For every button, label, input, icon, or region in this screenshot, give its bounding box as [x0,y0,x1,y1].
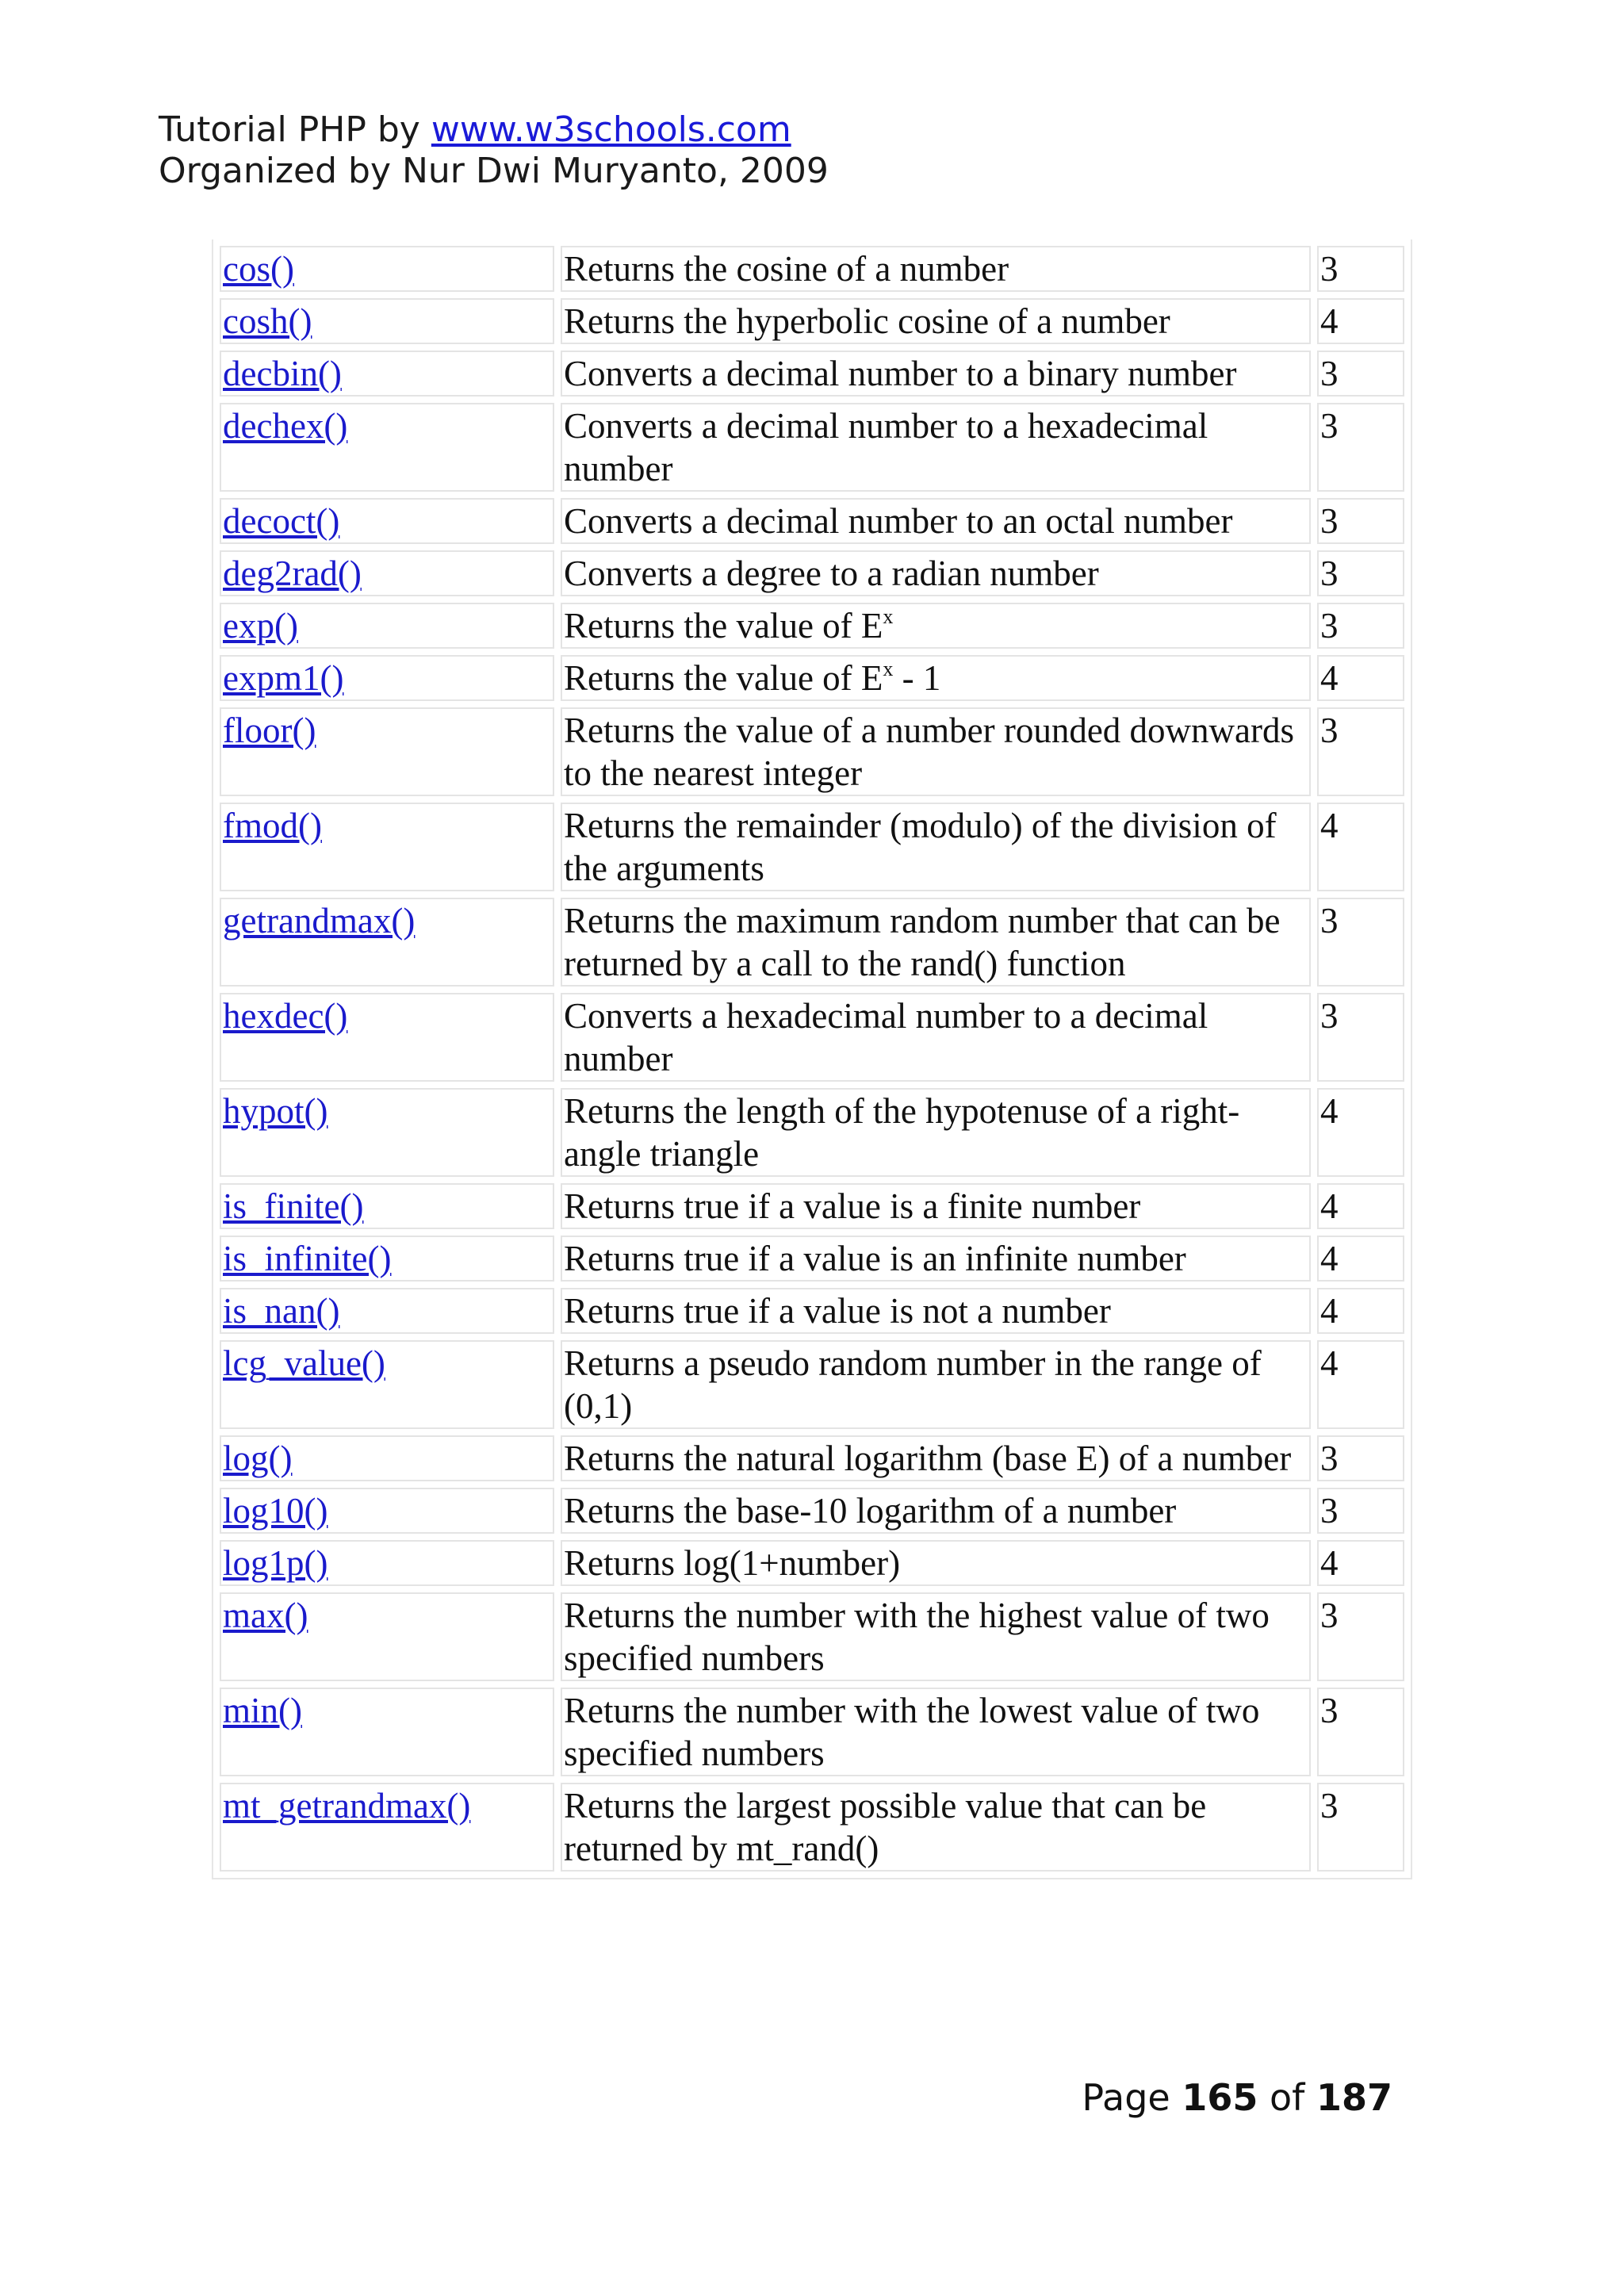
description-cell [561,403,1311,492]
description-cell [561,1592,1311,1681]
function-link[interactable]: fmod() [223,806,322,845]
description-text: Returns the value of E [564,658,883,698]
function-name-cell [220,351,554,397]
function-link[interactable]: is_finite() [223,1186,364,1226]
php-version-cell: 4 [1317,1540,1404,1586]
description-text: Converts a degree to a radian number [564,554,1099,593]
php-version-cell: 3 [1317,351,1404,397]
header-line-2: Organized by Nur Dwi Muryanto, 2009 [159,151,829,191]
description-cell [561,1340,1311,1429]
function-name-cell [220,655,554,701]
function-name-cell [220,1435,554,1481]
function-name-cell [220,550,554,596]
function-link[interactable]: max() [223,1596,308,1635]
table-row [220,603,1404,649]
page-label: Page [1082,2076,1170,2119]
function-link[interactable]: cosh() [223,301,312,341]
description-cell [561,1183,1311,1229]
description-text: Returns true if a value is a finite number [564,1186,1141,1226]
php-version-cell: 3 [1317,498,1404,544]
description-text: Returns a pseudo random number in the range of (0,1) [564,1343,1262,1426]
function-link[interactable]: is_nan() [223,1291,340,1331]
function-link[interactable]: lcg_value() [223,1343,385,1383]
function-link[interactable]: is_infinite() [223,1239,392,1278]
php-version-cell: 3 [1317,550,1404,596]
table-row [220,993,1404,1082]
description-text: Returns the length of the hypotenuse of a right-angle triangle [564,1091,1240,1174]
description-cell [561,1288,1311,1334]
php-version-cell: 3 [1317,403,1404,492]
w3schools-link[interactable]: www.w3schools.com [431,109,791,150]
description-suffix: - 1 [893,658,941,698]
function-name-cell [220,1088,554,1177]
function-name-cell [220,707,554,796]
function-link[interactable]: floor() [223,711,316,750]
function-name-cell [220,1488,554,1534]
function-name-cell [220,298,554,344]
function-link[interactable]: hypot() [223,1091,328,1131]
description-text: Returns true if a value is not a number [564,1291,1111,1331]
description-text: Returns the largest possible value that can be returned by mt_rand() [564,1786,1207,1868]
php-version-cell: 4 [1317,1183,1404,1229]
table-row [220,803,1404,891]
php-version-cell: 4 [1317,1088,1404,1177]
table-body [220,246,1404,1872]
description-text: Returns the remainder (modulo) of the division of the arguments [564,806,1277,888]
description-text: Returns log(1+number) [564,1543,901,1583]
description-text: Converts a hexadecimal number to a decimal number [564,996,1208,1079]
function-name-cell [220,1236,554,1282]
table-row [220,1183,1404,1229]
description-text: Returns the hyperbolic cosine of a number [564,301,1170,341]
table-row [220,246,1404,292]
function-link[interactable]: dechex() [223,406,348,446]
function-link[interactable]: exp() [223,606,298,646]
description-cell [561,298,1311,344]
function-name-cell [220,1783,554,1872]
description-cell [561,246,1311,292]
table-row [220,1236,1404,1282]
current-page: 165 [1182,2076,1258,2119]
description-cell [561,707,1311,796]
function-link[interactable]: min() [223,1691,302,1730]
description-text: Returns the cosine of a number [564,249,1009,289]
table-row [220,550,1404,596]
description-cell [561,498,1311,544]
description-cell [561,1688,1311,1776]
table-row [220,498,1404,544]
table-row [220,351,1404,397]
description-cell [561,803,1311,891]
php-version-cell: 3 [1317,1488,1404,1534]
php-math-functions-table [212,239,1412,1879]
table-row [220,298,1404,344]
function-link[interactable]: log() [223,1439,293,1478]
function-name-cell [220,1540,554,1586]
description-text: Returns true if a value is an infinite number [564,1239,1186,1278]
table-row [220,1340,1404,1429]
function-name-cell [220,403,554,492]
of-label: of [1270,2076,1305,2119]
php-version-cell: 3 [1317,993,1404,1082]
table-row [220,1488,1404,1534]
function-name-cell [220,1340,554,1429]
table-row [220,1592,1404,1681]
description-cell [561,1540,1311,1586]
description-cell [561,1488,1311,1534]
php-version-cell: 3 [1317,898,1404,987]
description-text: Converts a decimal number to a binary number [564,354,1237,393]
function-name-cell [220,246,554,292]
php-version-cell: 3 [1317,1592,1404,1681]
description-cell [561,351,1311,397]
php-version-cell: 3 [1317,246,1404,292]
description-text: Converts a decimal number to a hexadecimal number [564,406,1208,489]
function-link[interactable]: decbin() [223,354,342,393]
php-version-cell: 3 [1317,707,1404,796]
description-cell [561,1088,1311,1177]
function-name-cell [220,498,554,544]
function-link[interactable]: hexdec() [223,996,348,1036]
superscript-exponent: x [883,657,894,680]
php-version-cell: 4 [1317,1236,1404,1282]
description-text: Returns the maximum random number that can be returned by a call to the rand() function [564,901,1281,983]
description-text: Returns the number with the lowest value of two specified numbers [564,1691,1260,1773]
table-row [220,655,1404,701]
function-name-cell [220,1183,554,1229]
function-name-cell [220,1688,554,1776]
function-name-cell [220,1592,554,1681]
function-link[interactable]: mt_getrandmax() [223,1786,471,1826]
function-link[interactable]: log1p() [223,1543,328,1583]
page-header [159,109,829,192]
description-text: Returns the value of E [564,606,883,646]
description-cell [561,1435,1311,1481]
php-version-cell: 4 [1317,1288,1404,1334]
php-version-cell: 3 [1317,1783,1404,1872]
function-link[interactable]: decoct() [223,501,340,541]
function-link[interactable]: getrandmax() [223,901,416,941]
description-text: Returns the number with the highest value of two specified numbers [564,1596,1270,1678]
function-link[interactable]: log10() [223,1491,328,1531]
function-name-cell [220,603,554,649]
total-pages: 187 [1316,2076,1392,2119]
php-version-cell: 3 [1317,1688,1404,1776]
table-row [220,1688,1404,1776]
description-cell [561,993,1311,1082]
table-row [220,898,1404,987]
table-row [220,1088,1404,1177]
php-version-cell: 3 [1317,1435,1404,1481]
description-text: Returns the natural logarithm (base E) of a number [564,1439,1292,1478]
description-cell [561,603,1311,649]
description-cell [561,1783,1311,1872]
page-number [1082,2076,1392,2119]
table-row [220,1540,1404,1586]
table-row [220,1783,1404,1872]
description-text: Converts a decimal number to an octal number [564,501,1233,541]
function-link[interactable]: cos() [223,249,294,289]
description-cell [561,550,1311,596]
function-name-cell [220,993,554,1082]
function-link[interactable]: deg2rad() [223,554,362,593]
table-row [220,1288,1404,1334]
table-row [220,707,1404,796]
table-row [220,403,1404,492]
php-version-cell: 4 [1317,298,1404,344]
description-cell [561,898,1311,987]
function-name-cell [220,803,554,891]
description-cell [561,655,1311,701]
function-name-cell [220,1288,554,1334]
php-version-cell: 4 [1317,1340,1404,1429]
php-version-cell: 3 [1317,603,1404,649]
description-text: Returns the value of a number rounded downwards to the nearest integer [564,711,1295,793]
function-link[interactable]: expm1() [223,658,344,698]
php-version-cell: 4 [1317,655,1404,701]
superscript-exponent: x [883,605,894,628]
header-title: Tutorial PHP by [159,109,431,150]
function-name-cell [220,898,554,987]
description-cell [561,1236,1311,1282]
header-line-1 [159,109,829,151]
description-text: Returns the base-10 logarithm of a number [564,1491,1177,1531]
php-version-cell: 4 [1317,803,1404,891]
table-row [220,1435,1404,1481]
